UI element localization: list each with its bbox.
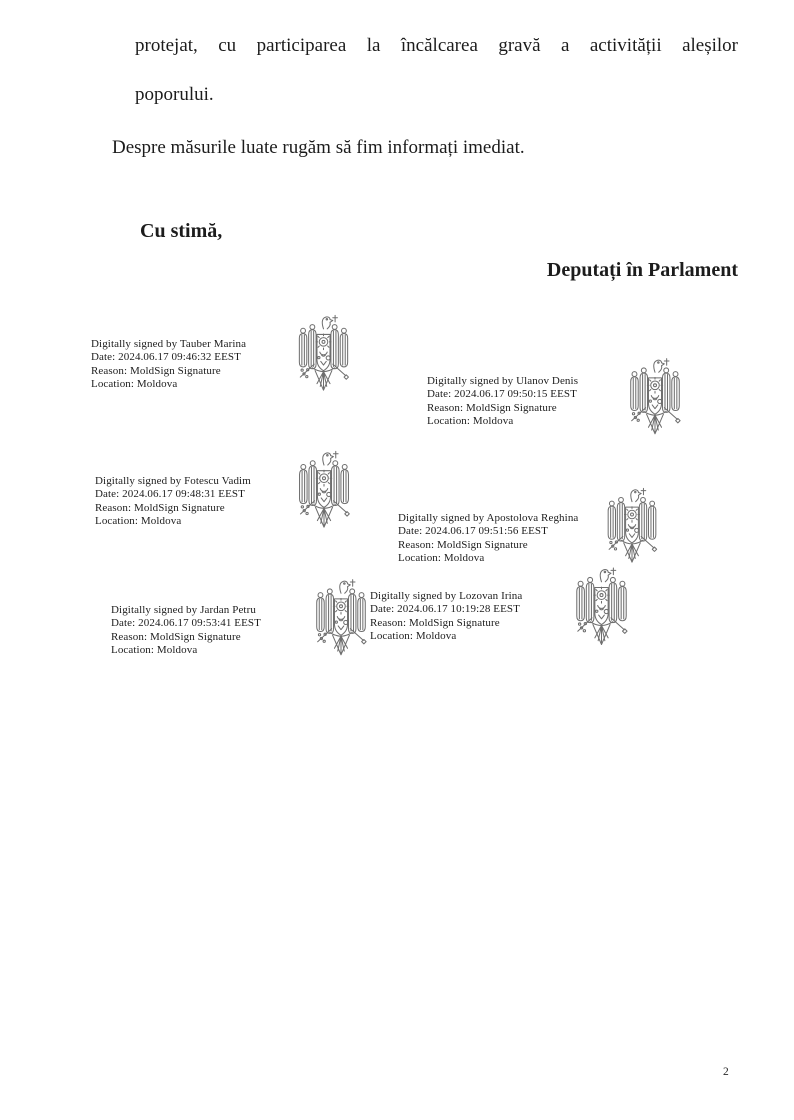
signature-date: Date: 2024.06.17 09:50:15 EEST: [427, 388, 577, 401]
signature-reason: Reason: MoldSign Signature: [370, 616, 500, 629]
signature-signed-by: Digitally signed by Fotescu Vadim: [95, 475, 251, 487]
signature-date: Date: 2024.06.17 09:48:31 EEST: [95, 488, 245, 501]
body-paragraph: [135, 21, 738, 119]
signature-signed-by: Digitally signed by Jardan Petru: [111, 604, 256, 616]
signature-reason: Reason: MoldSign Signature: [427, 401, 557, 414]
signature-signed-by: Digitally signed by Apostolova Reghina: [398, 512, 579, 524]
signature-signed-by: Digitally signed by Ulanov Denis: [427, 375, 579, 387]
signature-signed-by: Digitally signed by Tauber Marina: [91, 338, 247, 350]
signature-date: Date: 2024.06.17 09:51:56 EEST: [398, 525, 548, 538]
signature-reason: Reason: MoldSign Signature: [95, 501, 225, 514]
page-number: 2: [723, 1066, 729, 1078]
signature-location: Location: Moldova: [427, 415, 514, 428]
signature-block-apostolova-reghina: [398, 512, 578, 566]
signature-reason: Reason: MoldSign Signature: [91, 364, 221, 377]
signature-block-fotescu-vadim: [95, 475, 251, 529]
request-sentence: Despre măsurile luate rugăm să fim informați imediat.: [112, 137, 525, 158]
signature-block-jardan-petru: [111, 604, 261, 658]
moldova-coat-of-arms-icon: [627, 357, 683, 436]
signature-location: Location: Moldova: [111, 644, 198, 657]
signature-date: Date: 2024.06.17 09:46:32 EEST: [91, 351, 241, 364]
signature-date: Date: 2024.06.17 09:53:41 EEST: [111, 617, 261, 630]
moldova-coat-of-arms-icon: [292, 314, 355, 392]
moldova-coat-of-arms-icon: [602, 487, 662, 564]
signature-reason: Reason: MoldSign Signature: [398, 538, 528, 551]
moldova-coat-of-arms-icon: [573, 565, 630, 648]
moldova-coat-of-arms-icon: [313, 577, 369, 658]
body-paragraph-line2: poporului.: [135, 84, 214, 105]
signature-location: Location: Moldova: [370, 630, 457, 643]
signoff-title: Deputați în Parlament: [546, 259, 738, 281]
signature-signed-by: Digitally signed by Lozovan Irina: [370, 590, 523, 602]
signature-reason: Reason: MoldSign Signature: [111, 630, 241, 643]
signature-location: Location: Moldova: [398, 552, 485, 565]
salutation: Cu stimă,: [140, 220, 223, 242]
moldova-coat-of-arms-icon: [295, 450, 353, 529]
signature-block-lozovan-irina: [370, 590, 522, 644]
signature-location: Location: Moldova: [95, 515, 182, 528]
signature-block-tauber-marina: [91, 338, 246, 392]
signature-block-ulanov-denis: [427, 375, 578, 429]
signature-date: Date: 2024.06.17 10:19:28 EEST: [370, 603, 520, 616]
signature-location: Location: Moldova: [91, 378, 178, 391]
body-paragraph-line1: protejat, cu participarea la încălcarea gravă a activității aleșilor: [135, 35, 738, 56]
